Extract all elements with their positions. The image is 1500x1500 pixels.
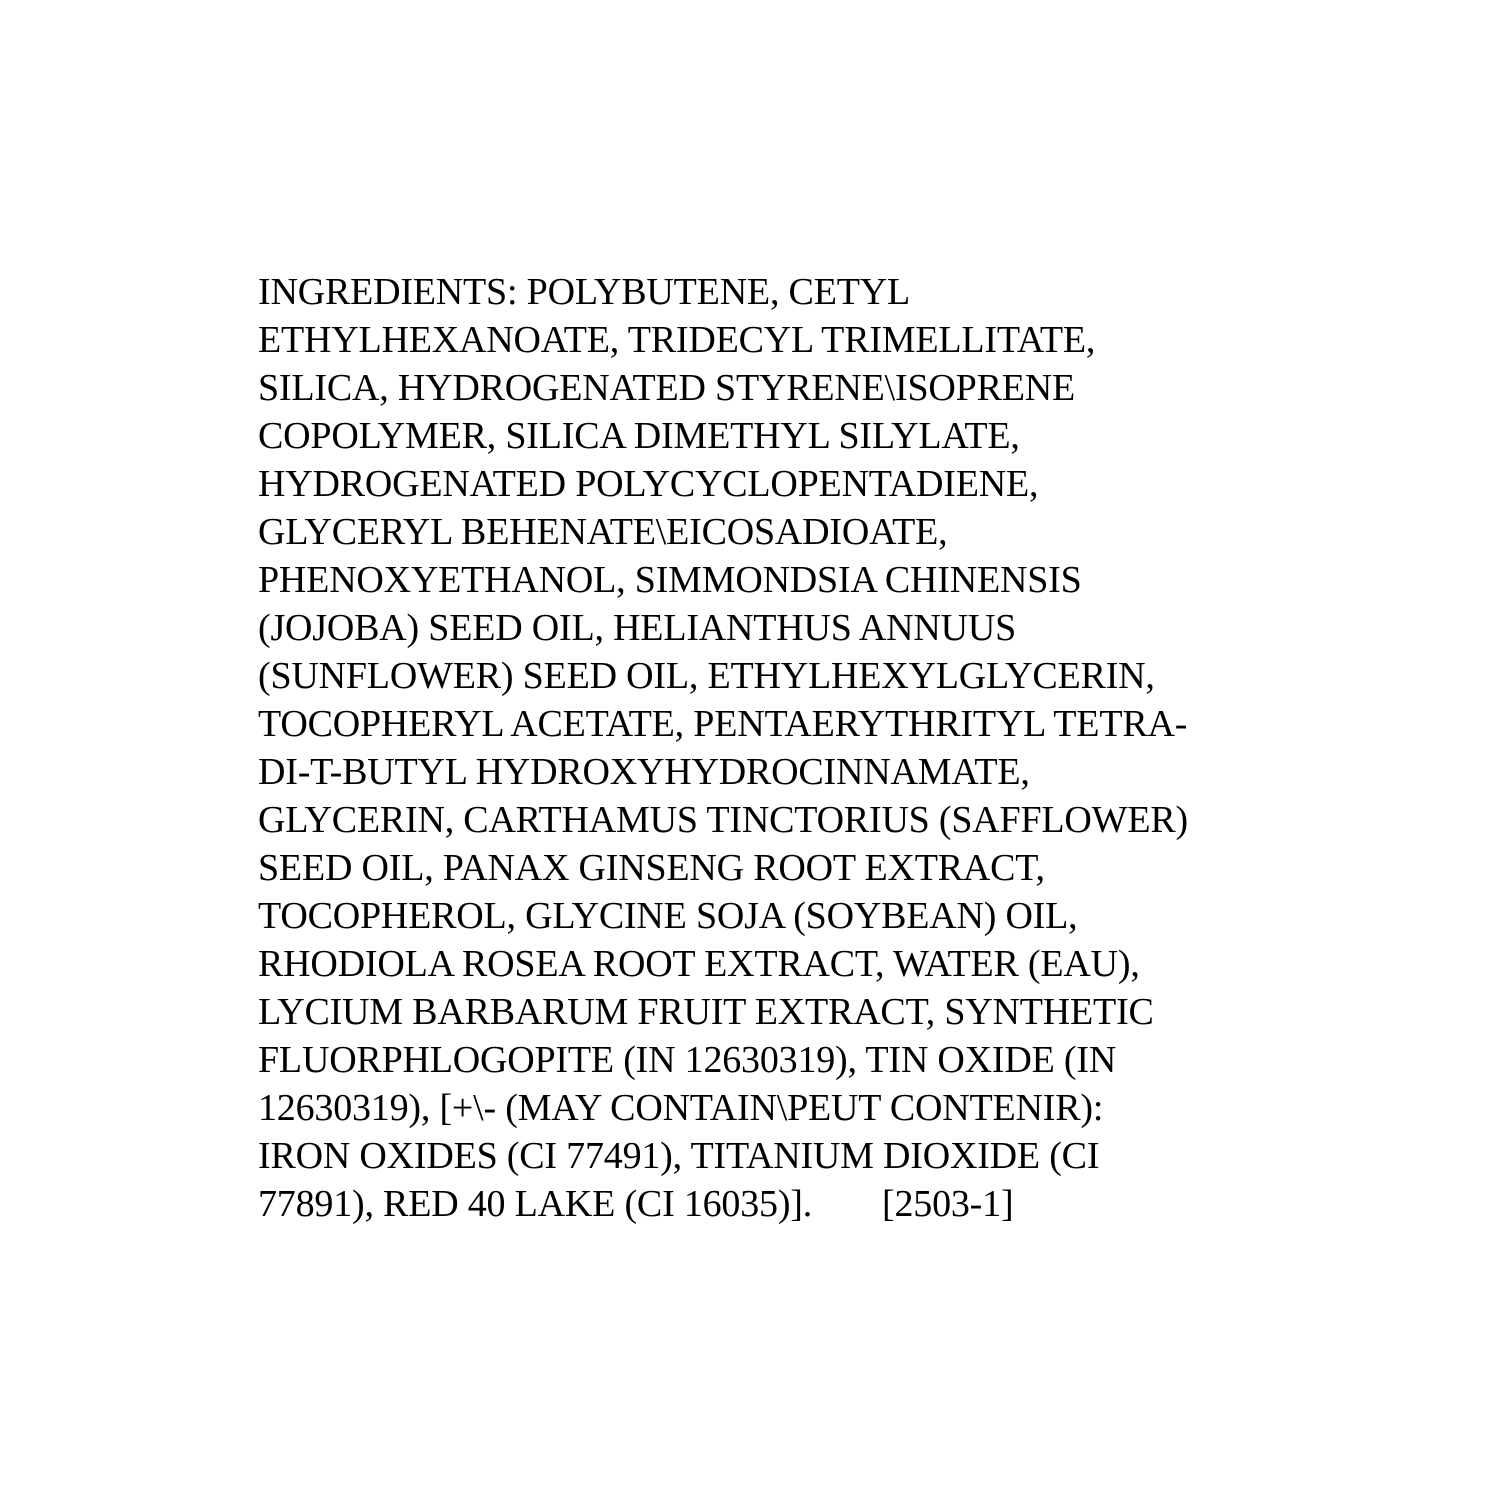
ingredients-line: DI-T-BUTYL HYDROXYHYDROCINNAMATE, [258, 751, 1030, 793]
ingredients-line: SILICA, HYDROGENATED STYRENE\ISOPRENE [258, 367, 1075, 409]
ingredients-line: IRON OXIDES (CI 77491), TITANIUM DIOXIDE (CI [258, 1135, 1100, 1177]
ingredients-line: (JOJOBA) SEED OIL, HELIANTHUS ANNUUS [258, 607, 1017, 649]
ingredients-last-line [258, 1180, 1358, 1228]
ingredients-line: RHODIOLA ROSEA ROOT EXTRACT, WATER (EAU), [258, 943, 1140, 985]
ingredients-line: FLUORPHLOGOPITE (IN 12630319), TIN OXIDE (IN [258, 1039, 1117, 1081]
ingredients-line-text: 77891), RED 40 LAKE (CI 16035)]. [258, 1183, 813, 1225]
ingredients-line: COPOLYMER, SILICA DIMETHYL SILYLATE, [258, 415, 1020, 457]
ingredients-list [258, 268, 1358, 1228]
ingredients-line: GLYCERYL BEHENATE\EICOSADIOATE, [258, 511, 948, 553]
ingredients-line: TOCOPHEROL, GLYCINE SOJA (SOYBEAN) OIL, [258, 895, 1078, 937]
ingredients-line: INGREDIENTS: POLYBUTENE, CETYL [258, 271, 910, 313]
ingredients-line: PHENOXYETHANOL, SIMMONDSIA CHINENSIS [258, 559, 1082, 601]
ingredients-line: TOCOPHERYL ACETATE, PENTAERYTHRITYL TETRA- [258, 703, 1188, 745]
ingredients-line: HYDROGENATED POLYCYCLOPENTADIENE, [258, 463, 1039, 505]
ingredients-line: LYCIUM BARBARUM FRUIT EXTRACT, SYNTHETIC [258, 991, 1154, 1033]
batch-code: [2503-1] [882, 1183, 1014, 1225]
ingredients-line: 12630319), [+\- (MAY CONTAIN\PEUT CONTENIR): [258, 1087, 1104, 1129]
ingredients-line: SEED OIL, PANAX GINSENG ROOT EXTRACT, [258, 847, 1045, 889]
ingredients-line: GLYCERIN, CARTHAMUS TINCTORIUS (SAFFLOWER) [258, 799, 1188, 841]
ingredients-line: ETHYLHEXANOATE, TRIDECYL TRIMELLITATE, [258, 319, 1096, 361]
ingredients-line: (SUNFLOWER) SEED OIL, ETHYLHEXYLGLYCERIN, [258, 655, 1155, 697]
